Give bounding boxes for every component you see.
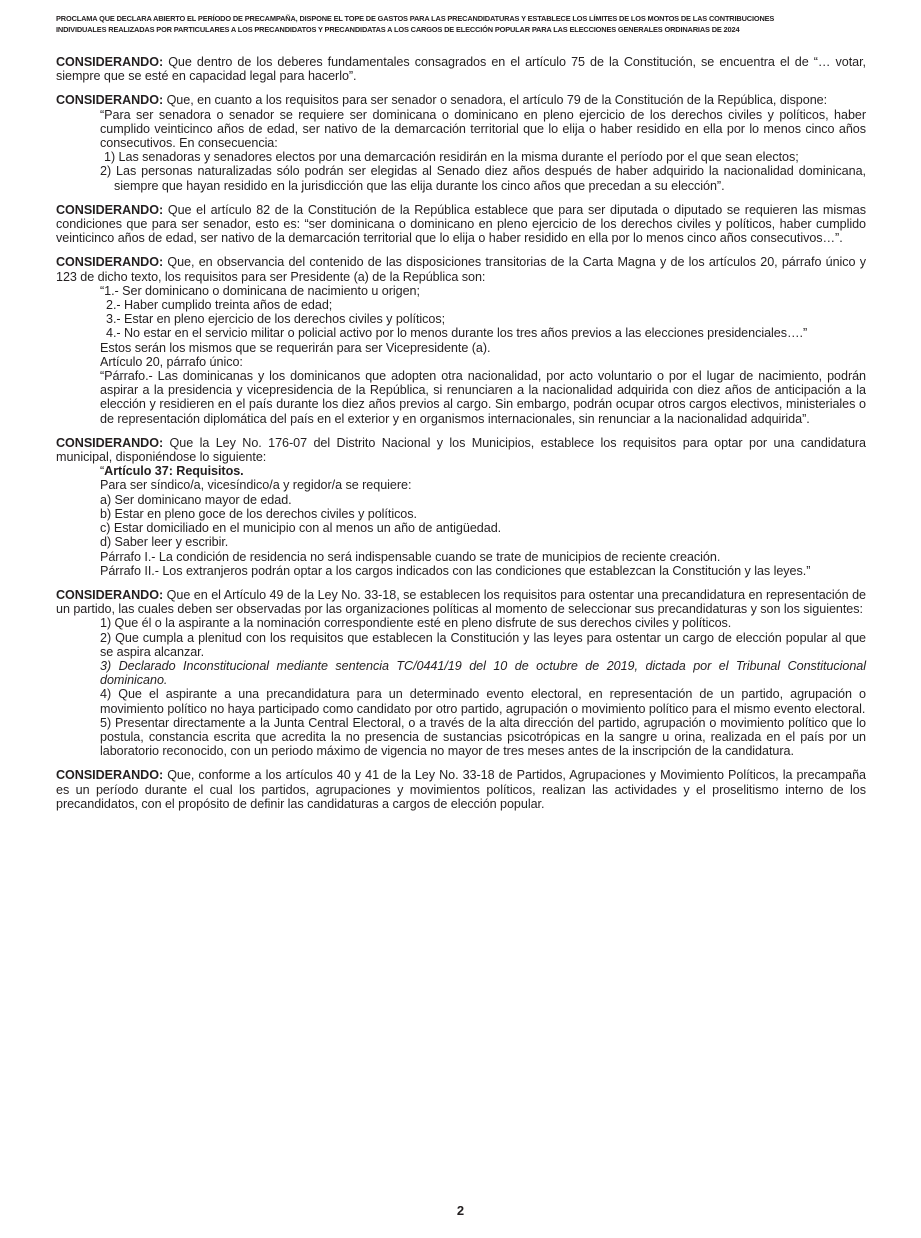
requirement-d: d) Saber leer y escribir. <box>100 535 229 550</box>
president-item-1: “1.- Ser dominicano o dominicana de nacimiento u origen; <box>100 283 420 298</box>
article-37-lead: Para ser síndico/a, vicesíndico/a y regidor/a se requiere: <box>100 478 412 493</box>
parrafo-1: Párrafo I.- La condición de residencia no será indispensable cuando se trate de municipios de reciente creación. <box>100 549 721 564</box>
law-requirement-1: 1) Que él o la aspirante a la nominación correspondiente esté en pleno disfrute de sus derechos civiles y políticos. <box>100 616 732 631</box>
considerando-6-text: Que en el Artículo 49 de la Ley No. 33-18, se establecen los requisitos para ostentar una precandidatura en representación de un partido, las cuales deben ser observadas por las organizaciones políticas al momento de seleccionar sus precandidaturas y son los siguientes: <box>56 587 866 617</box>
header-line-2: INDIVIDUALES REALIZADAS POR PARTICULARES A LOS PRECANDIDATOS Y PRECANDIDATAS A LOS CARGOS DE ELECCIÓN POPULAR PARA LAS ELECCIONES GENERALES ORDINARIAS DE 2024 <box>56 25 740 34</box>
law-requirement-3: 3) Declarado Inconstitucional mediante sentencia TC/0441/19 del 10 de octubre de 2019, dictada por el Tribunal Constitucional dominicano. <box>100 658 866 688</box>
requirement-c: c) Estar domiciliado en el municipio con al menos un año de antigüedad. <box>100 521 502 536</box>
considerando-label: CONSIDERANDO: <box>56 768 164 783</box>
vicepresident-note: Estos serán los mismos que se requerirán para ser Vicepresidente (a). <box>100 340 491 355</box>
considerando-3 <box>56 203 866 246</box>
requirement-a: a) Ser dominicano mayor de edad. <box>100 492 292 507</box>
considerando-4 <box>56 255 866 283</box>
law-requirement-2: 2) Que cumpla a plenitud con los requisitos que establecen la Constitución y las leyes para ostentar un cargo de elección popular al que se aspira alcanzar. <box>100 630 866 659</box>
document-body <box>56 55 866 811</box>
considerando-label: CONSIDERANDO: <box>56 202 164 217</box>
considerando-7 <box>56 768 866 811</box>
considerando-5-text: Que la Ley No. 176-07 del Distrito Nacional y los Municipios, establece los requisitos para optar por una candidatura municipal, disponiéndose lo siguiente: <box>56 435 866 465</box>
parrafo-2: Párrafo II.- Los extranjeros podrán optar a los cargos indicados con las condiciones que establezcan la Constitución y las leyes.” <box>100 563 811 578</box>
considerando-label: CONSIDERANDO: <box>56 435 164 450</box>
considerando-label: CONSIDERANDO: <box>56 55 164 69</box>
page-number: 2 <box>456 1203 465 1218</box>
header-line-1: PROCLAMA QUE DECLARA ABIERTO EL PERÍODO DE PRECAMPAÑA, DISPONE EL TOPE DE GASTOS PARA LAS PRECANDIDATURAS Y ESTABLECE LOS LÍMITES DE LOS MONTOS DE LAS CONTRIBUCIONES <box>56 14 775 23</box>
considerando-7-text: Que, conforme a los artículos 40 y 41 de la Ley No. 33-18 de Partidos, Agrupaciones y Movimiento Políticos, la precampaña es un período durante el cual los partidos, agrupaciones y movimientos políticos, realizan las actividades y el proselitismo interno de los precandidatos, con el propósito de definir las candidaturas a cargos de elección popular. <box>56 768 866 811</box>
president-item-3: 3.- Estar en pleno ejercicio de los derechos civiles y políticos; <box>106 312 446 327</box>
requirement-b: b) Estar en pleno goce de los derechos civiles y políticos. <box>100 506 417 521</box>
senator-quote: “Para ser senadora o senador se requiere ser dominicana o dominicano en pleno ejercicio de los derechos civiles y políticos, haber cumplido veinticinco años de edad, ser nativo de la demarcación territorial que lo elija o haber residido en ella por lo menos cinco años consecutivos. En consecuencia: <box>100 107 866 151</box>
considerando-label: CONSIDERANDO: <box>56 93 164 108</box>
considerando-2-text: Que, en cuanto a los requisitos para ser senador o senadora, el artículo 79 de la Constitución de la República, dispone: <box>166 93 828 108</box>
law-requirement-5: 5) Presentar directamente a la Junta Central Electoral, o a través de la alta dirección del partido, agrupación o movimiento político que lo postula, constancia escrita que acredita la no presencia de sustancias psicotrópicas en la sangre u orina, realizada en el país por un laboratorio reconocido, con un periodo máximo de vigencia no mayor de tres meses antes de la inscripción de la candidatura. <box>100 715 866 759</box>
president-item-2: 2.- Haber cumplido treinta años de edad; <box>106 298 333 313</box>
considerando-5 <box>56 436 866 464</box>
article-37-title <box>56 464 866 478</box>
law-requirement-4: 4) Que el aspirante a una precandidatura para un determinado evento electoral, en representación de un partido, agrupación o movimiento político no haya participado como candidato por otro partido, agrupación o movimiento político para el mismo evento electoral. <box>100 687 866 716</box>
article-20-paragraph: “Párrafo.- Las dominicanas y los dominicanos que adopten otra nacionalidad, por acto voluntario o por el lugar de nacimiento, podrán aspirar a la presidencia y vicepresidencia de la República, si renunciaren a la nacionalidad adquirida con diez años de anticipación a la elección y residieren en el país durante los diez años previos al cargo. Sin embargo, podrán ocupar otros cargos electivos, ministeriales o de representación diplomática del país en el exterior y en organismos internacionales, sin renunciar a la nacionalidad adquirida”. <box>100 369 866 426</box>
considerando-label: CONSIDERANDO: <box>56 255 164 270</box>
considerando-1-text: Que dentro de los deberes fundamentales consagrados en el artículo 75 de la Constitución, se encuentra el de “… votar, siempre que se esté en capacidad legal para hacerlo”. <box>56 55 866 84</box>
senator-item-1: 1) Las senadoras y senadores electos por una demarcación residirán en la misma durante el período por el que sean electos; <box>104 150 799 165</box>
considerando-4-text: Que, en observancia del contenido de las disposiciones transitorias de la Carta Magna y de los artículos 20, párrafo único y 123 de dicho texto, los requisitos para ser Presidente (a) de la República son: <box>56 255 866 284</box>
document-header <box>56 13 868 35</box>
article-20-heading: Artículo 20, párrafo único: <box>100 354 243 369</box>
article-37-title-text: Artículo 37: Requisitos. <box>104 464 244 479</box>
considerando-3-text: Que el artículo 82 de la Constitución de la República establece que para ser diputada o diputado se requieren las mismas condiciones que para ser senador, esto es: “ser dominicana o dominicano en pleno ejercicio de los derechos civiles y políticos, haber cumplido veinticinco años de edad, ser nativo de la demarcación territorial que lo elija o haber residido en ella por lo menos cinco años consecutivos…”. <box>56 202 866 246</box>
article-37-open-quote: “ <box>100 464 105 479</box>
considerando-1 <box>56 55 866 83</box>
considerando-label: CONSIDERANDO: <box>56 587 164 602</box>
considerando-6 <box>56 588 866 616</box>
senator-item-2: 2) Las personas naturalizadas sólo podrán ser elegidas al Senado diez años después de haber adquirido la nacionalidad dominicana, siempre que hayan residido en la jurisdicción que las elija durante los cinco años que precedan a su elección”. <box>100 164 866 193</box>
president-item-4: 4.- No estar en el servicio militar o policial activo por lo menos durante los tres años previos a las elecciones presidenciales….” <box>106 326 808 341</box>
considerando-2 <box>56 93 866 107</box>
